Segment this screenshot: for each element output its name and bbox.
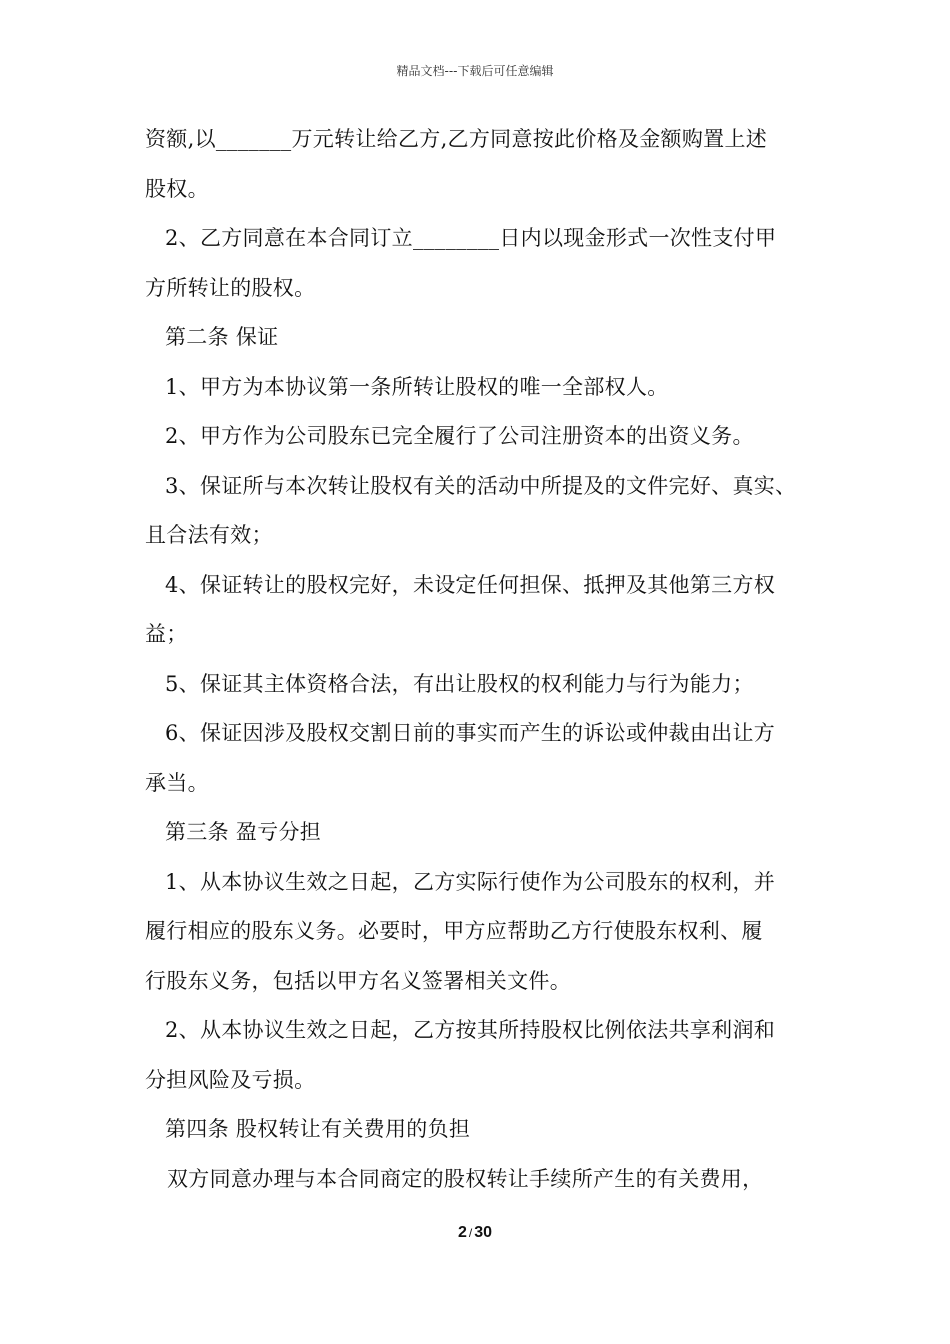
paragraph-line: 5、保证其主体资格合法，有出让股权的权利能力与行为能力； [165,672,754,696]
paragraph-line: 4、保证转让的股权完好，未设定任何担保、抵押及其他第三方权 [165,573,776,597]
paragraph-line: 2、甲方作为公司股东已完全履行了公司注册资本的出资义务。 [165,424,754,448]
paragraph-line: 分担风险及亏损。 [145,1068,316,1092]
page-separator: / [468,1226,473,1240]
paragraph-line: 2、从本协议生效之日起，乙方按其所持股权比例依法共享利润和 [165,1018,776,1042]
paragraph-line: 且合法有效； [145,523,273,547]
paragraph-line: 股权。 [145,177,209,201]
paragraph-line: 3、保证所与本次转让股权有关的活动中所提及的文件完好、真实、 [165,474,797,498]
paragraph-line: 2、乙方同意在本合同订立________日内以现金形式一次性支付甲 [165,226,777,250]
section-heading: 第二条 保证 [165,325,279,349]
page-header: 精品文档---下载后可任意编辑 [396,64,554,78]
current-page: 2 [457,1224,467,1241]
paragraph-line: 6、保证因涉及股权交割日前的事实而产生的诉讼或仲裁由出让方 [165,721,776,745]
page-number [0,1224,950,1242]
paragraph-line: 资额,以_______万元转让给乙方,乙方同意按此价格及金额购置上述 [145,127,768,151]
section-heading: 第四条 股权转让有关费用的负担 [165,1117,471,1141]
paragraph-line: 双方同意办理与本合同商定的股权转让手续所产生的有关费用， [167,1167,764,1191]
paragraph-line: 益； [145,622,188,646]
paragraph-line: 1、甲方为本协议第一条所转让股权的唯一全部权人。 [165,375,669,399]
section-heading: 第三条 盈亏分担 [165,820,322,844]
paragraph-line: 方所转让的股权。 [145,276,316,300]
paragraph-line: 履行相应的股东义务。必要时，甲方应帮助乙方行使股东权利、履 [145,919,763,943]
total-pages: 30 [474,1224,493,1241]
paragraph-line: 行股东义务，包括以甲方名义签署相关文件。 [145,969,571,993]
paragraph-line: 1、从本协议生效之日起，乙方实际行使作为公司股东的权利，并 [165,870,776,894]
paragraph-line: 承当。 [145,771,209,795]
